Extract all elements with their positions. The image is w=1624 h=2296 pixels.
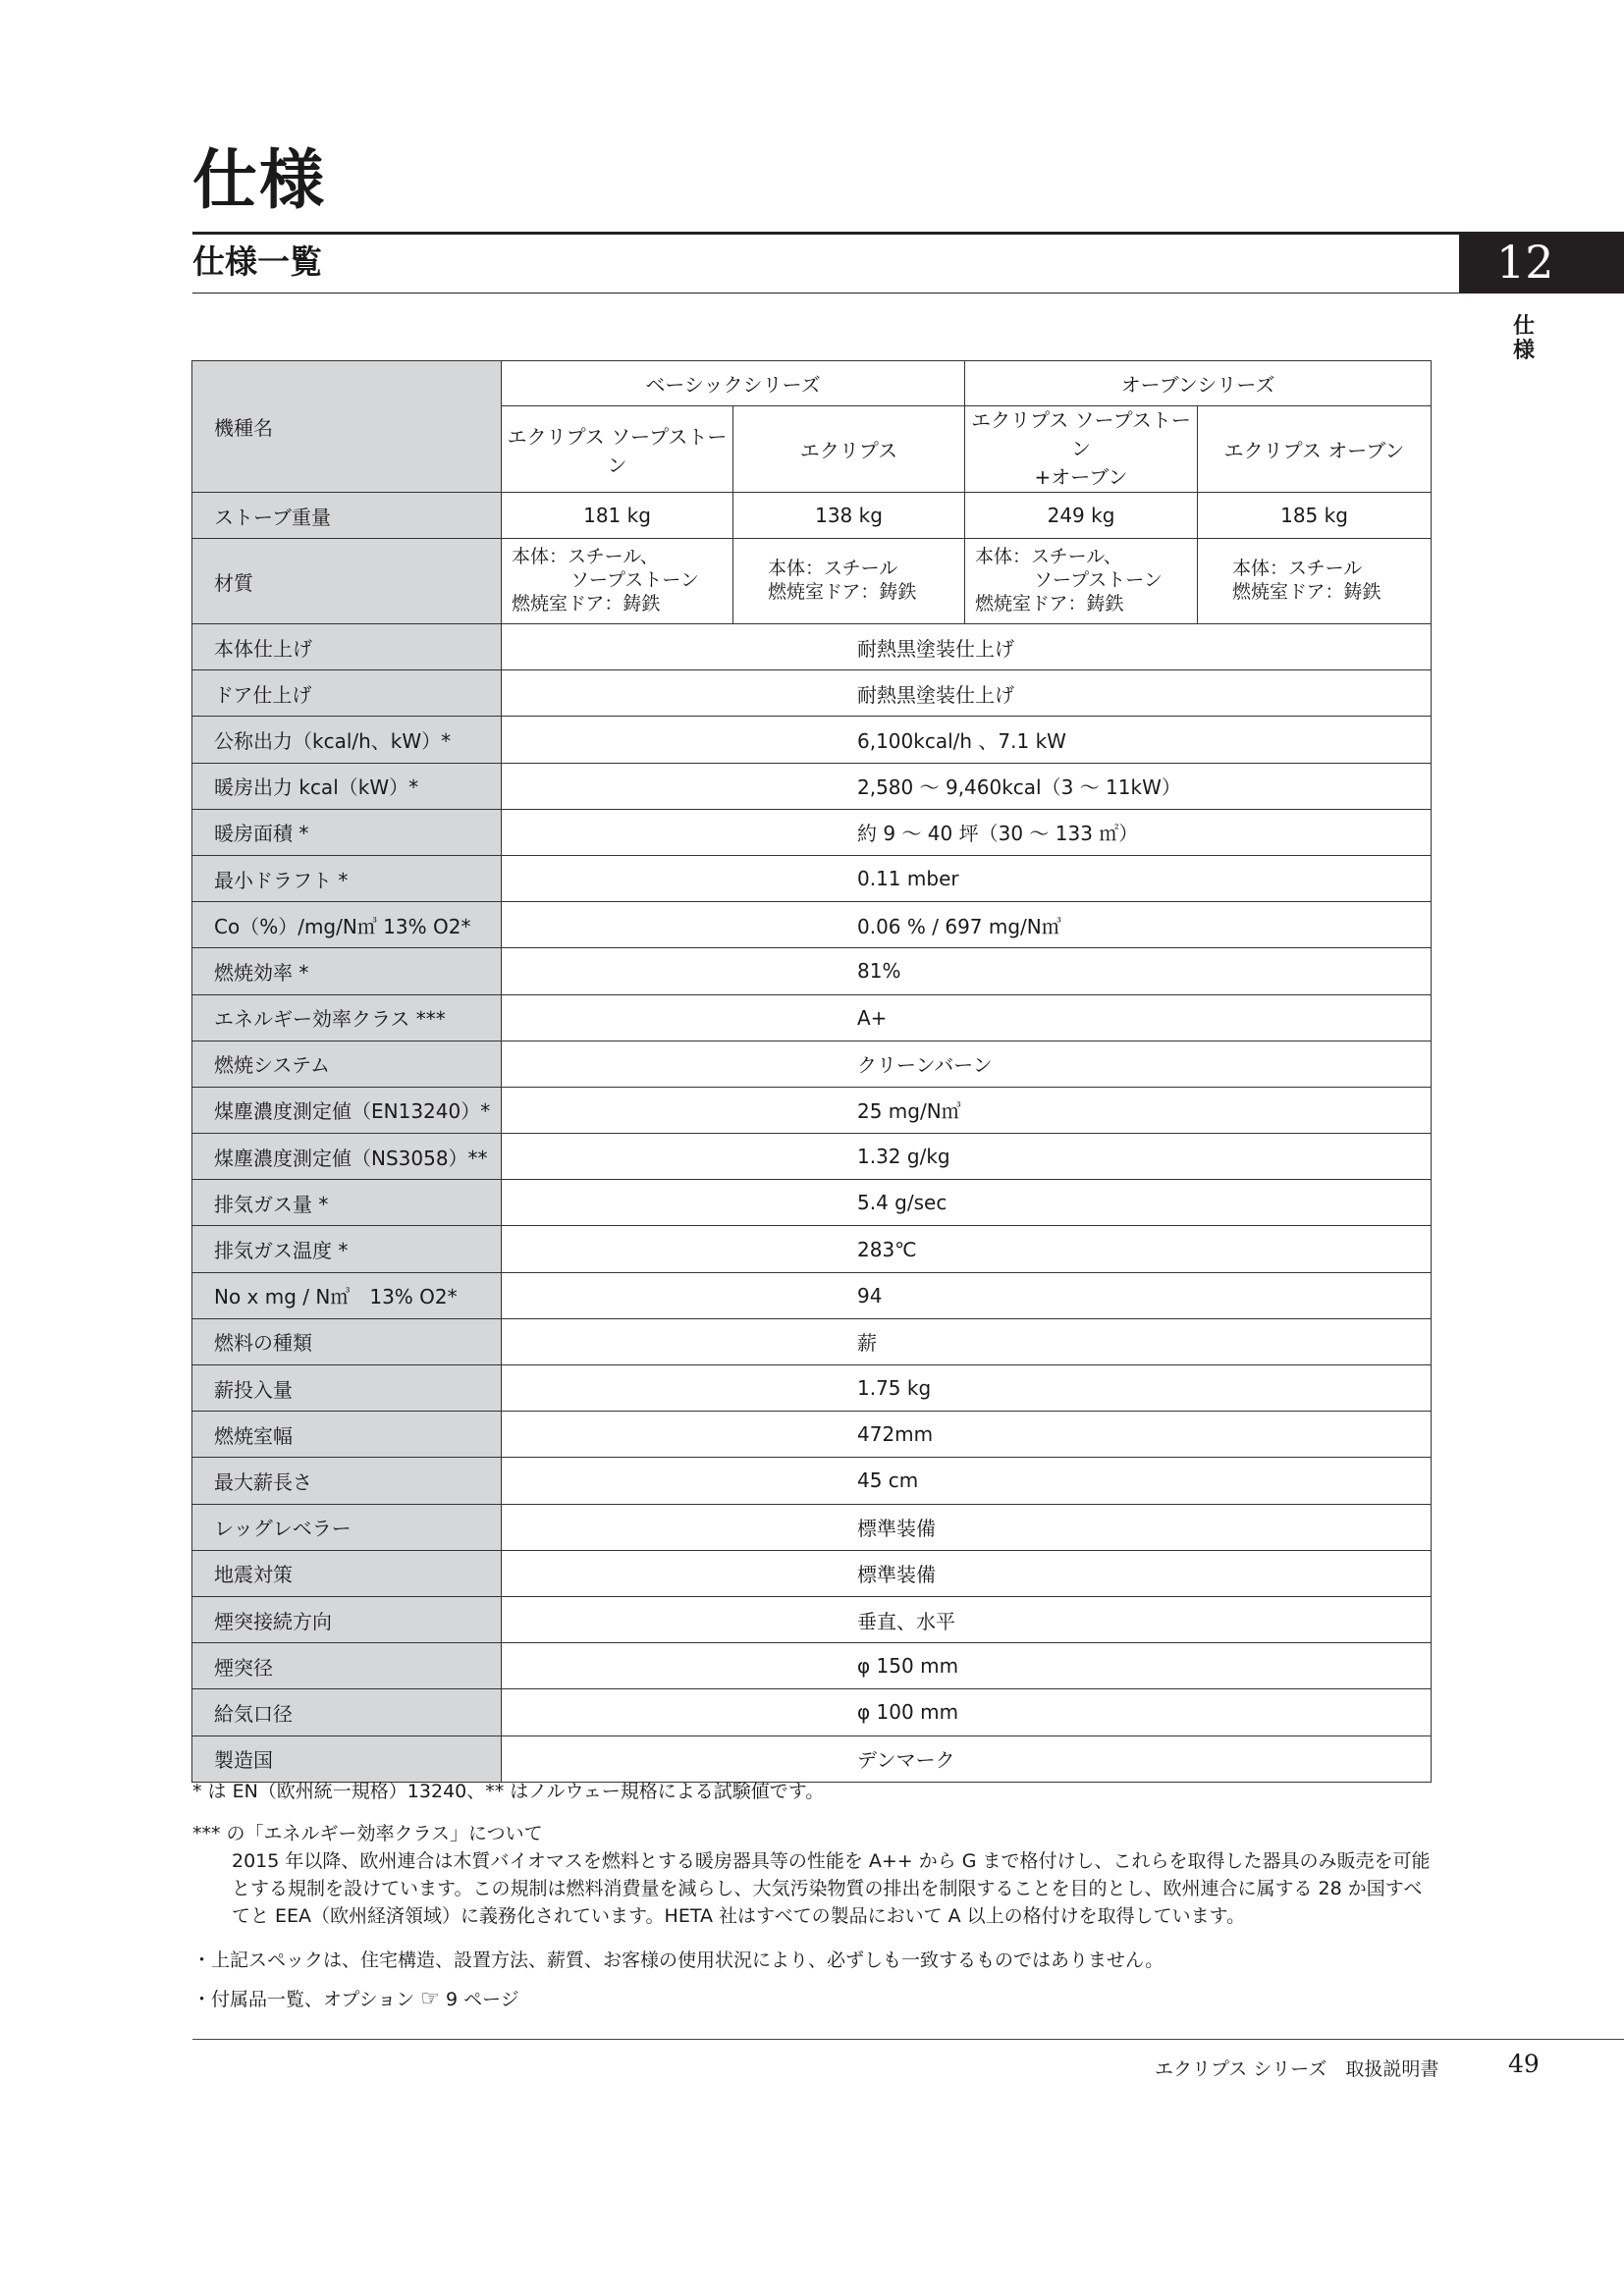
note-energy-class-body: 2015 年以降、欧州連合は木質バイオマスを燃料とする暖房器具等の性能を A++ から G まで格付けし、これらを取得した器具のみ販売を可能とする規制を設けています。この規制は燃料消費量を減らし、大気汚染物質の排出を制限することを目的とし、欧州連合に属する 28 か国すべてと EEA（欧州経済領域）に義務化されています。HETA 社はすべての製品において A 以上の格付けを取得しています。: [232, 1850, 1431, 1927]
row-label-weight: ストーブ重量: [192, 493, 502, 539]
spec-row-label: No x mg / N㎥ 13% O2*: [192, 1272, 502, 1318]
weight-value: 185 kg: [1198, 493, 1432, 539]
footer-rule: [192, 2039, 1624, 2040]
spec-row-value: 5.4 g/sec: [502, 1180, 1432, 1226]
spec-row: [192, 1087, 1432, 1133]
spec-row-value: 472mm: [502, 1412, 1432, 1458]
page-number: 49: [1508, 2050, 1540, 2078]
note-accessories-text: ・付属品一覧、オプション: [192, 1989, 415, 2010]
spec-row: [192, 1412, 1432, 1458]
spec-row-value: 1.75 kg: [502, 1365, 1432, 1412]
model-eclipse-soapstone-oven: [965, 406, 1198, 493]
spec-row-label: 最大薪長さ: [192, 1458, 502, 1504]
section-subtitle: 仕様一覧: [192, 242, 322, 281]
header-rule-top: [192, 232, 1459, 235]
note-disclaimer: ・上記スペックは、住宅構造、設置方法、薪質、お客様の使用状況により、必ずしも一致するものではありません。: [192, 1949, 1164, 1971]
material-line: 燃焼室ドア：鋳鉄: [975, 592, 1124, 614]
spec-row-value: 0.11 mber: [502, 855, 1432, 901]
spec-row: [192, 1318, 1432, 1364]
spec-row-label: エネルギー効率クラス ***: [192, 994, 502, 1041]
model-eclipse-oven: エクリプス オーブン: [1198, 406, 1432, 493]
spec-row-value: 283℃: [502, 1226, 1432, 1272]
group-basic-series: ベーシックシリーズ: [502, 361, 965, 406]
spec-row: [192, 902, 1432, 948]
spec-row: [192, 1134, 1432, 1180]
spec-row-label: 煤塵濃度測定値（EN13240）*: [192, 1087, 502, 1133]
note-energy-class-heading: *** の「エネルギー効率クラス」について: [192, 1823, 543, 1844]
spec-row-label: 暖房面積 *: [192, 809, 502, 855]
note-test-standard: * は EN（欧州統一規格）13240、** はノルウェー規格による試験値です。: [192, 1781, 825, 1802]
spec-row-value: デンマーク: [502, 1735, 1432, 1782]
spec-row-label: 煤塵濃度測定値（NS3058）**: [192, 1134, 502, 1180]
spec-row: [192, 855, 1432, 901]
spec-row-value: 約 9 ～ 40 坪（30 ～ 133 ㎡）: [502, 809, 1432, 855]
spec-row-label: 最小ドラフト *: [192, 855, 502, 901]
footer-doc-title: エクリプス シリーズ 取扱説明書: [1155, 2058, 1439, 2080]
spec-row-value: A+: [502, 994, 1432, 1041]
spec-row-label: 本体仕上げ: [192, 624, 502, 670]
material-value: [1198, 539, 1432, 624]
spec-row: [192, 948, 1432, 994]
material-value: [733, 539, 965, 624]
material-line: ソープストーン: [1034, 569, 1163, 592]
spec-row-value: 2,580 ～ 9,460kcal（3 ～ 11kW）: [502, 763, 1432, 809]
material-line: 本体：スチール、: [975, 546, 1122, 568]
spec-row-value: 耐熱黒塗装仕上げ: [502, 670, 1432, 717]
spec-row-value: 45 cm: [502, 1458, 1432, 1504]
spec-row: [192, 994, 1432, 1041]
spec-row-label: 製造国: [192, 1735, 502, 1782]
spec-row-value: 81%: [502, 948, 1432, 994]
note-accessories: [192, 1985, 519, 2011]
spec-row: [192, 763, 1432, 809]
material-line: 燃焼室ドア：鋳鉄: [768, 581, 917, 603]
spec-row-label: 公称出力（kcal/h、kW）*: [192, 717, 502, 763]
material-line: 本体：スチール: [1232, 558, 1363, 580]
weight-value: 181 kg: [502, 493, 733, 539]
spec-row-label: 燃料の種類: [192, 1318, 502, 1364]
spec-row-label: 煙突接続方向: [192, 1596, 502, 1642]
spec-row-value: 94: [502, 1272, 1432, 1318]
material-line: 燃焼室ドア：鋳鉄: [512, 592, 661, 614]
spec-row-label: レッグレベラー: [192, 1504, 502, 1550]
spec-row: [192, 1550, 1432, 1596]
spec-row-label: 燃焼システム: [192, 1041, 502, 1087]
model-name-line-2: +オーブン: [1034, 465, 1128, 489]
spec-row: [192, 1272, 1432, 1318]
spec-row-label: ドア仕上げ: [192, 670, 502, 717]
spec-row: [192, 624, 1432, 670]
spec-row-label: 薪投入量: [192, 1365, 502, 1412]
spec-rows: [192, 624, 1432, 1783]
material-value: [502, 539, 733, 624]
spec-table: [191, 360, 1432, 1783]
spec-row: [192, 1458, 1432, 1504]
spec-row-value: 垂直、水平: [502, 1596, 1432, 1642]
spec-row-label: 燃焼効率 *: [192, 948, 502, 994]
spec-row: [192, 1735, 1432, 1782]
model-name-line-1: エクリプス ソープストーン: [971, 408, 1191, 460]
spec-row: [192, 1365, 1432, 1412]
spec-row-value: 25 mg/N㎥: [502, 1087, 1432, 1133]
note-energy-class: [192, 1820, 1439, 1930]
spec-row-value: φ 100 mm: [502, 1689, 1432, 1735]
spec-row-value: 耐熱黒塗装仕上げ: [502, 624, 1432, 670]
weight-value: 249 kg: [965, 493, 1198, 539]
spec-row-value: 1.32 g/kg: [502, 1134, 1432, 1180]
pointing-hand-icon: ☞: [420, 1987, 441, 2011]
header-label-cell: 機種名: [192, 361, 502, 493]
spec-row: [192, 1180, 1432, 1226]
material-line: 本体：スチール: [768, 558, 898, 580]
note-accessories-page: 9 ページ: [446, 1989, 519, 2010]
spec-row-label: 暖房出力 kcal（kW）*: [192, 763, 502, 809]
spec-row-label: 排気ガス量 *: [192, 1180, 502, 1226]
spec-row: [192, 1643, 1432, 1689]
spec-row-label: Co（%）/mg/N㎥ 13% O2*: [192, 902, 502, 948]
chapter-number-badge: 12: [1459, 232, 1624, 294]
spec-row: [192, 717, 1432, 763]
spec-row: [192, 1596, 1432, 1642]
chapter-side-label: 仕様: [1512, 313, 1535, 364]
spec-row-value: クリーンバーン: [502, 1041, 1432, 1087]
model-eclipse: エクリプス: [733, 406, 965, 493]
spec-row-value: 標準装備: [502, 1550, 1432, 1596]
spec-row-label: 煙突径: [192, 1643, 502, 1689]
spec-row-value: φ 150 mm: [502, 1643, 1432, 1689]
spec-row-label: 排気ガス温度 *: [192, 1226, 502, 1272]
page-title: 仕様: [192, 141, 326, 218]
spec-row-label: 燃焼室幅: [192, 1412, 502, 1458]
spec-row: [192, 1689, 1432, 1735]
spec-row: [192, 670, 1432, 717]
model-eclipse-soapstone: エクリプス ソープストーン: [502, 406, 733, 493]
spec-row-value: 標準装備: [502, 1504, 1432, 1550]
spec-row: [192, 1226, 1432, 1272]
weight-value: 138 kg: [733, 493, 965, 539]
material-line: 本体：スチール、: [512, 546, 659, 568]
material-line: ソープストーン: [570, 569, 699, 592]
spec-row: [192, 1041, 1432, 1087]
spec-row: [192, 809, 1432, 855]
spec-row-value: 薪: [502, 1318, 1432, 1364]
spec-row-label: 地震対策: [192, 1550, 502, 1596]
row-label-material: 材質: [192, 539, 502, 624]
material-value: [965, 539, 1198, 624]
header-rule-bottom: [192, 293, 1459, 294]
material-line: 燃焼室ドア：鋳鉄: [1232, 581, 1381, 603]
spec-row: [192, 1504, 1432, 1550]
spec-row-label: 給気口径: [192, 1689, 502, 1735]
group-oven-series: オーブンシリーズ: [965, 361, 1432, 406]
spec-row-value: 0.06 % / 697 mg/N㎥: [502, 902, 1432, 948]
spec-row-value: 6,100kcal/h 、7.1 kW: [502, 717, 1432, 763]
